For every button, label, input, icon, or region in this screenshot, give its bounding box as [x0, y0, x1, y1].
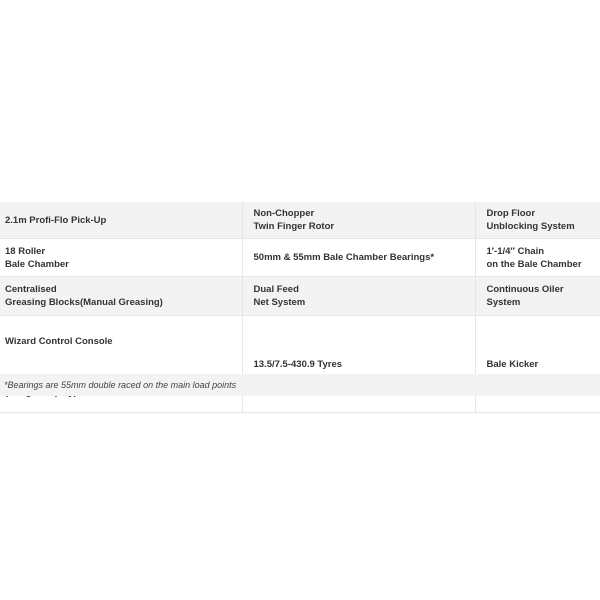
- table-cell: 2.1m Profi-Flo Pick-Up: [0, 202, 242, 239]
- spacer: [5, 361, 237, 373]
- table-cell: Continuous Oiler System: [475, 277, 600, 316]
- table-cell: 18 Roller Bale Chamber: [0, 239, 242, 277]
- wizard-console-label: Wizard Control Console: [5, 336, 113, 347]
- table-row: [0, 202, 600, 239]
- table-row: [0, 277, 600, 316]
- table-cell: Non-Chopper Twin Finger Rotor: [242, 202, 475, 239]
- footnote: *Bearings are 55mm double raced on the main load points: [0, 374, 600, 396]
- table-cell: Centralised Greasing Blocks(Manual Greasing): [0, 277, 242, 316]
- table-cell: 50mm & 55mm Bale Chamber Bearings*: [242, 239, 475, 277]
- table-row: [0, 239, 600, 277]
- table-cell: 13.5/7.5-430.9 Tyres: [242, 316, 475, 413]
- table-cell: Dual Feed Net System: [242, 277, 475, 316]
- table-cell: Drop Floor Unblocking System: [475, 202, 600, 239]
- table-cell: [0, 316, 242, 413]
- table-cell: Bale Kicker: [475, 316, 600, 413]
- table-cell: 1′-1/4″ Chain on the Bale Chamber: [475, 239, 600, 277]
- table-row: [0, 316, 600, 413]
